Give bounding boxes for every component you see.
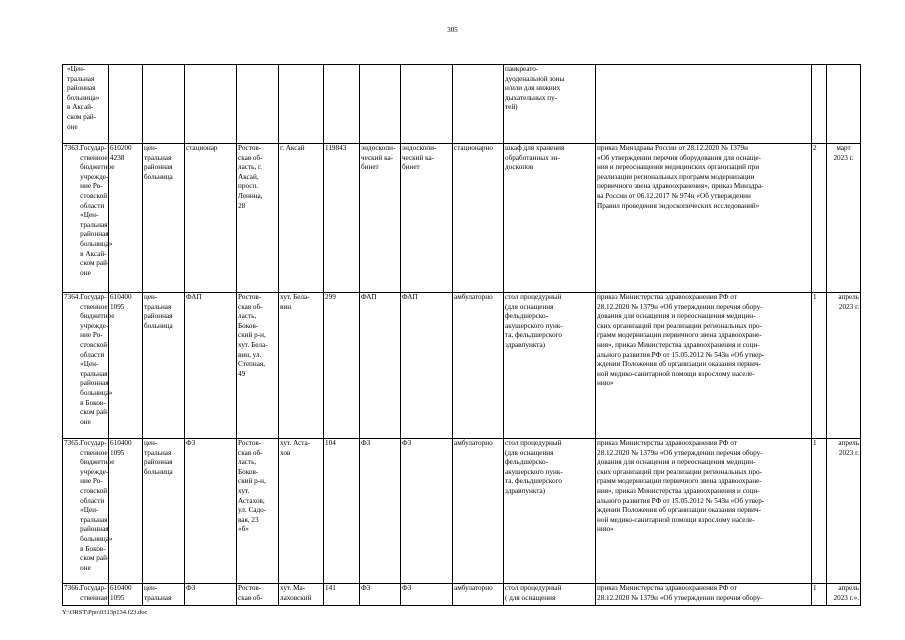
organization-type [143,65,185,144]
row-number: 7363. [64,144,81,152]
delivery-date: апрель 2023 г.». [827,584,861,606]
address: Ростов- ская об- ласть, Боков- ский р-н, хут. Астахов, ул. Садо- вая, 23 «б» [237,439,279,584]
address: Ростов- ская об- [237,584,279,606]
department: ФАП [360,293,401,439]
settlement [279,65,324,144]
legal-basis: приказ Министерства здравоохранения РФ от 28.12.2020 № 1379н «Об утверждении перечня обору- дования для оснащения и переоснащения медицин- ских организаций при реализации региональных про- грамм модернизации первичного звена здравоохране- ния», приказ Министерства здравоохранения и соци- ального развития РФ от 15.05.2012 № 543н «Об утвер- ждении Положения об организации оказания первич- ной медико-санитарной помощи взрослому населе- нию» [596,293,812,439]
institution-name: Государ- ственное бюджетное учрежде- ние Ро- стовской области «Цен- тральная районная больница» в Боков- ском рай- оне [80,439,115,572]
equipment-name: стол процедурный ( для оснащения [504,584,596,606]
department: ФЗ [360,584,401,606]
equipment-name: панкреато- дуоденальной зоны и/или для нижних дыхательных пу- тей) [504,65,596,144]
row-name-cell [63,293,115,439]
row-name-cell [63,65,109,144]
row-name-cell [63,584,109,606]
subdivision [401,65,453,144]
care-conditions [453,65,504,144]
department: ФЗ [360,439,401,584]
quantity: 2 [812,144,827,293]
subdivision: эндоскопи- ческий ка- бинет [401,144,453,293]
quantity: 1 [812,439,827,584]
care-conditions: амбулаторно [453,439,504,584]
institution-code: 610400 1095 [109,584,143,606]
institution-name: Государ- ственное бюджетное учрежде- ние Ро- стовской области «Цен- тральная районная больница» в Аксай- ском рай- оне [80,144,115,277]
equipment-name: стол процедурный (для оснащения фельдшерско- акушерского пунк- та, фельдшерского здравпункта) [504,439,596,584]
population [324,65,360,144]
equipment-table [62,64,861,606]
delivery-date: март 2023 г. [827,144,861,293]
institution-code: 610400 1095 [109,439,143,584]
population: 119843 [324,144,360,293]
file-path-footer: Y:\ORST\Ppo\0313p134.f23.doc [62,609,148,616]
department [360,65,401,144]
subdivision: ФАП [401,293,453,439]
address: Ростов- ская об- ласть, г. Аксай, просп. Ленина, 28 [237,144,279,293]
institution-code: 610200 4238 [109,144,143,293]
organization-type: цен- тральная районная больница [143,439,185,584]
unit-type: ФЗ [185,439,237,584]
institution-name: «Цен- тральная районная больница» в Аксай- ском рай- оне [67,65,100,131]
page-number: 305 [447,26,458,34]
legal-basis [596,65,812,144]
row-number: 7365. [64,439,81,447]
care-conditions: амбулаторно [453,293,504,439]
legal-basis: приказ Министерства здравоохранения РФ от 28.12.2020 № 1379н «Об утверждении перечня обору- дования для оснащения и переоснащения медицин- ских организаций при реализации региональных про- грамм модернизации первичного звена здравоохране- ния», приказ Министерства здравоохранения и соци- ального развития РФ от 15.05.2012 № 543н «Об утвер- ждении Положения об организации оказания первич- ной медико-санитарной помощи взрослому населе- нию» [596,439,812,584]
department: эндоскопи- ческий ка- бинет [360,144,401,293]
quantity [812,65,827,144]
settlement: г. Аксай [279,144,324,293]
row-name-cell [63,439,115,584]
organization-type: цен- тральная районная больница [143,293,185,439]
institution-name: Государ- ственное бюджетное учрежде- ние Ро- стовской области «Цен- тральная районная больница» в Боков- ском рай- оне [80,293,115,426]
settlement: хут. Бела- вин [279,293,324,439]
address [237,65,279,144]
delivery-date [827,65,861,144]
unit-type: ФЗ [185,584,237,606]
settlement: хут. Аста- хов [279,439,324,584]
legal-basis: приказ Минздрава России от 28.12.2020 № 1379н «Об утверждении перечня оборудования для оснаще- ния и переоснащения медицинских организаций при реализации региональных программ модернизации первичного звена здравоохранения», приказ Минздра- ва России от 06.12.2017 № 974н «Об утверждении Правил проведения эндоскопических исследований» [596,144,812,293]
quantity: 1 [812,293,827,439]
table-row [63,293,861,439]
quantity: 1 [812,584,827,606]
table-row [63,584,861,606]
row-number: 7366. [64,584,81,592]
subdivision: ФЗ [401,439,453,584]
settlement: хут. Ма- лаховский [279,584,324,606]
unit-type: ФАП [185,293,237,439]
row-name-cell [63,144,115,293]
organization-type: цен- тральная районная больница [143,144,185,293]
population: 299 [324,293,360,439]
delivery-date: апрель 2023 г. [827,439,861,584]
row-number: 7364. [64,293,81,301]
equipment-name: стол процедурный (для оснащения фельдшерско- акушерского пунк- та, фельдшерского здравпункта) [504,293,596,439]
subdivision: ФЗ [401,584,453,606]
address: Ростов- ская об- ласть, Боков- ский р-н, хут. Бела- вин, ул. Степная, 49 [237,293,279,439]
institution-code: 610400 1095 [109,293,143,439]
delivery-date: апрель 2023 г. [827,293,861,439]
legal-basis: приказ Министерства здравоохранения РФ от 28.12.2020 № 1379н «Об утверждении перечня обору- [596,584,812,606]
population: 141 [324,584,360,606]
unit-type: стационар [185,144,237,293]
table-row [63,144,861,293]
care-conditions: стационарно [453,144,504,293]
table-row [63,439,861,584]
organization-type: цен- тральная [143,584,185,606]
institution-code [109,65,143,144]
population: 104 [324,439,360,584]
equipment-name: шкаф для хранения обработанных эн- доскопов [504,144,596,293]
institution-name: Государ- ственная [80,584,108,602]
table-row [63,65,861,144]
care-conditions: амбулаторно [453,584,504,606]
unit-type [185,65,237,144]
